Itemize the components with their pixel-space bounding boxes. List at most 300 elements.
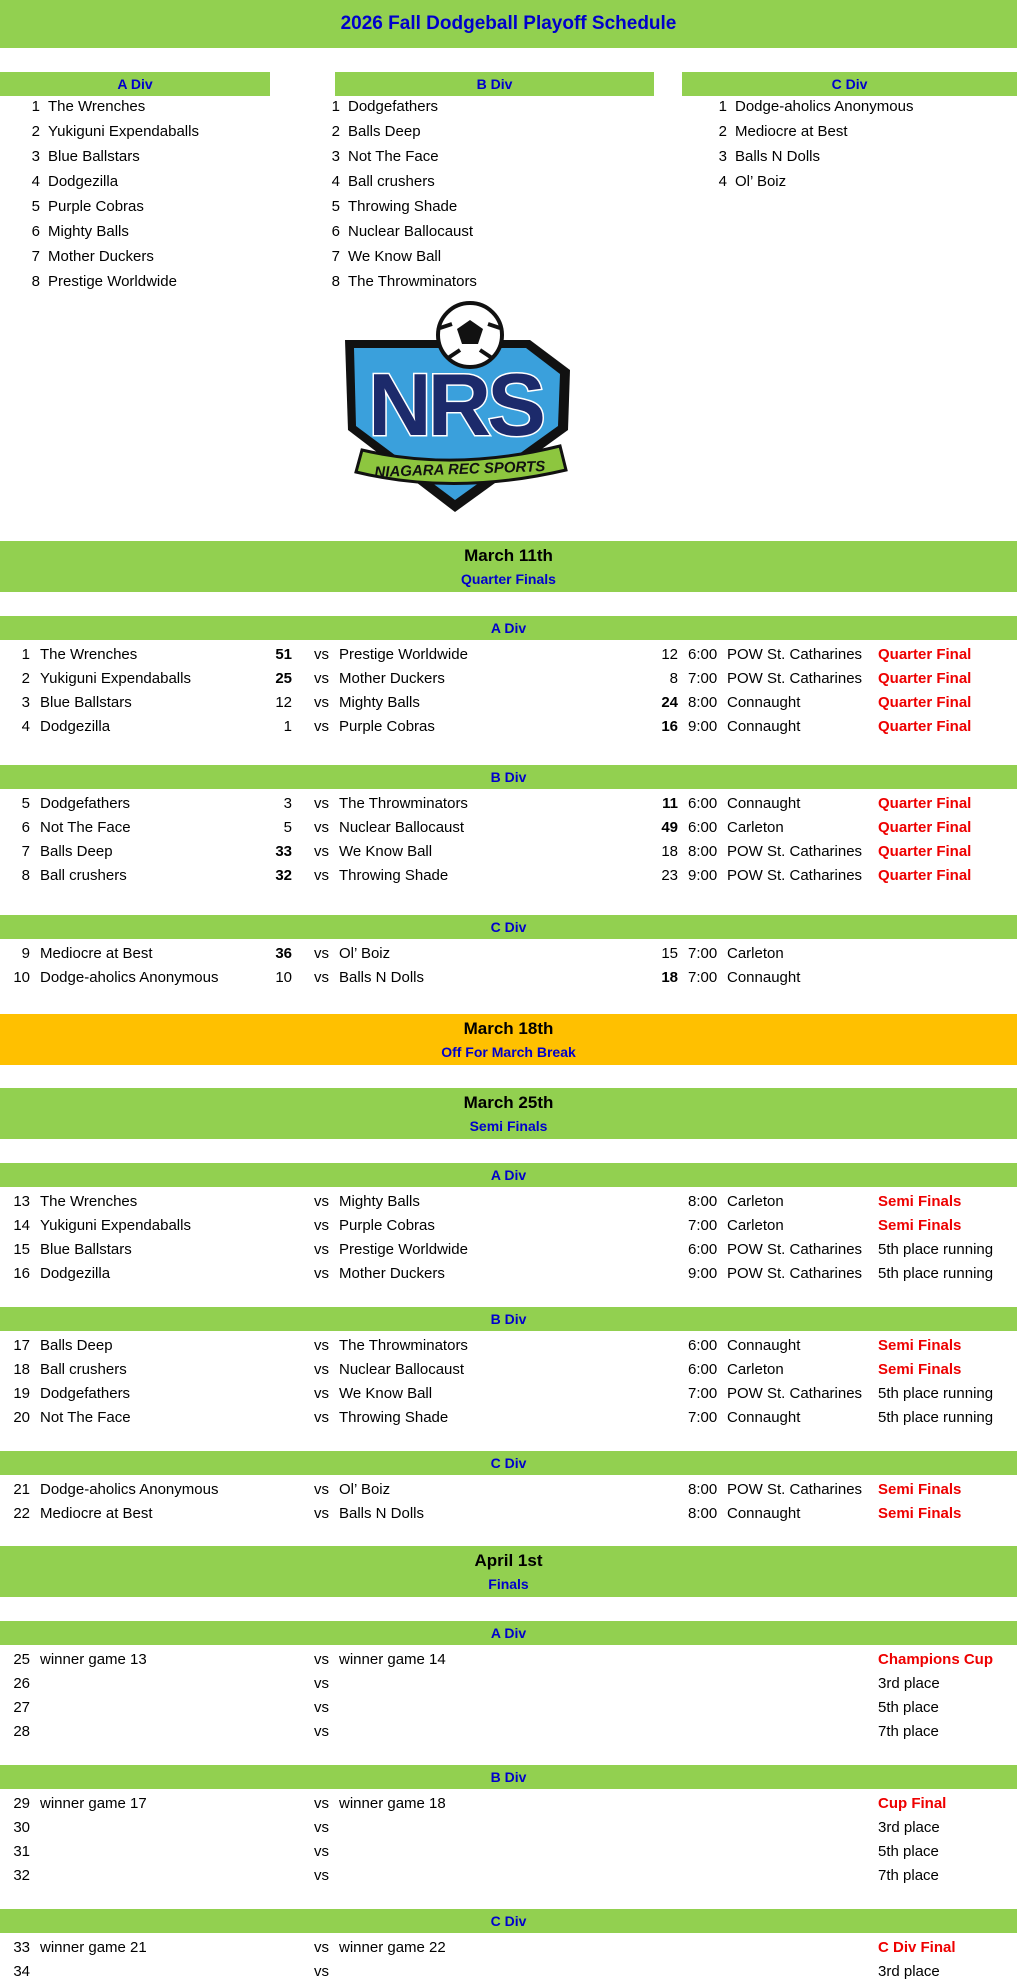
game-note: Semi Finals xyxy=(878,1337,962,1354)
game-time: 9:00 xyxy=(688,867,718,884)
game-location: POW St. Catharines xyxy=(727,843,863,860)
game-number: 8 xyxy=(21,867,30,884)
game-time: 8:00 xyxy=(688,843,718,860)
vs-label: vs xyxy=(314,1675,329,1692)
team-name: The Throwminators xyxy=(348,273,477,290)
game-row xyxy=(0,1816,1017,1840)
team-seed: 3 xyxy=(718,148,727,165)
game-row xyxy=(0,792,1017,816)
game-note: Quarter Final xyxy=(878,795,972,812)
team-name: Prestige Worldwide xyxy=(48,273,177,290)
vs-label: vs xyxy=(314,1193,329,1210)
vs-label: vs xyxy=(314,1481,329,1498)
game-number: 15 xyxy=(13,1241,30,1258)
game-row xyxy=(0,1406,1017,1430)
vs-label: vs xyxy=(314,1939,329,1956)
game-note: 5th place running xyxy=(878,1409,994,1426)
game-note: Quarter Final xyxy=(878,867,972,884)
game-note: Quarter Final xyxy=(878,819,972,836)
team-2: Mother Duckers xyxy=(339,1265,445,1282)
team-1: winner game 21 xyxy=(40,1939,147,1956)
game-time: 8:00 xyxy=(688,1505,718,1522)
team-list-item xyxy=(320,194,457,219)
game-row xyxy=(0,864,1017,888)
game-row xyxy=(0,1478,1017,1502)
score-1: 32 xyxy=(275,867,292,884)
game-row xyxy=(0,1502,1017,1526)
game-note: Quarter Final xyxy=(878,843,972,860)
game-time: 6:00 xyxy=(688,1337,718,1354)
game-number: 30 xyxy=(13,1819,30,1836)
vs-label: vs xyxy=(314,1867,329,1884)
round-subtitle: Finals xyxy=(488,1576,529,1592)
division-bar: C Div xyxy=(0,1451,1017,1475)
game-number: 18 xyxy=(13,1361,30,1378)
team-name: Purple Cobras xyxy=(48,198,144,215)
page-title: 2026 Fall Dodgeball Playoff Schedule xyxy=(340,13,677,34)
team-2: winner game 14 xyxy=(339,1651,446,1668)
team-1: Balls Deep xyxy=(40,843,113,860)
game-note: Champions Cup xyxy=(878,1651,993,1668)
game-location: Carleton xyxy=(727,1217,784,1234)
vs-label: vs xyxy=(314,1699,329,1716)
game-location: Connaught xyxy=(727,969,801,986)
game-note: Quarter Final xyxy=(878,646,972,663)
score-2: 8 xyxy=(669,670,678,687)
vs-label: vs xyxy=(314,1843,329,1860)
nrs-logo xyxy=(330,300,580,515)
team-1: The Wrenches xyxy=(40,646,138,663)
team-list-item xyxy=(20,219,129,244)
team-list-item xyxy=(20,269,177,294)
team-list-item xyxy=(320,169,435,194)
team-2: Purple Cobras xyxy=(339,718,435,735)
team-seed: 6 xyxy=(331,223,340,240)
team-name: Mighty Balls xyxy=(48,223,129,240)
game-time: 9:00 xyxy=(688,718,718,735)
game-location: Connaught xyxy=(727,694,801,711)
vs-label: vs xyxy=(314,646,329,663)
team-name: Mediocre at Best xyxy=(735,123,848,140)
division-header-b: B Div xyxy=(335,72,654,96)
game-note: 5th place running xyxy=(878,1265,994,1282)
game-number: 17 xyxy=(13,1337,30,1354)
team-name: Throwing Shade xyxy=(348,198,458,215)
game-note: Quarter Final xyxy=(878,718,972,735)
game-row xyxy=(0,1672,1017,1696)
game-row xyxy=(0,1382,1017,1406)
score-2: 49 xyxy=(661,819,678,836)
game-number: 1 xyxy=(21,646,30,663)
game-number: 2 xyxy=(21,670,30,687)
team-2: Nuclear Ballocaust xyxy=(339,819,465,836)
team-1: The Wrenches xyxy=(40,1193,138,1210)
team-seed: 7 xyxy=(331,248,340,265)
team-list-item xyxy=(707,169,786,194)
game-number: 19 xyxy=(13,1385,30,1402)
division-bar: B Div xyxy=(0,765,1017,789)
team-list-item xyxy=(20,169,118,194)
game-location: POW St. Catharines xyxy=(727,1241,863,1258)
team-list-item xyxy=(320,144,439,169)
team-1: Ball crushers xyxy=(40,867,127,884)
team-1: Dodge-aholics Anonymous xyxy=(40,1481,219,1498)
game-row xyxy=(0,715,1017,739)
team-list-item xyxy=(320,94,438,119)
game-number: 29 xyxy=(13,1795,30,1812)
score-2: 18 xyxy=(661,843,678,860)
game-note: 3rd place xyxy=(878,1819,940,1836)
game-location: POW St. Catharines xyxy=(727,670,863,687)
game-number: 14 xyxy=(13,1217,30,1234)
team-2: Prestige Worldwide xyxy=(339,1241,468,1258)
game-number: 16 xyxy=(13,1265,30,1282)
game-location: Carleton xyxy=(727,1361,784,1378)
team-2: Balls N Dolls xyxy=(339,1505,425,1522)
game-number: 31 xyxy=(13,1843,30,1860)
game-number: 5 xyxy=(21,795,30,812)
team-1: Yukiguni Expendaballs xyxy=(40,1217,191,1234)
game-row xyxy=(0,1840,1017,1864)
game-location: Carleton xyxy=(727,945,784,962)
game-time: 8:00 xyxy=(688,1193,718,1210)
team-list-item xyxy=(20,244,154,269)
game-note: Quarter Final xyxy=(878,670,972,687)
division-bar: B Div xyxy=(0,1765,1017,1789)
team-2: We Know Ball xyxy=(339,1385,433,1402)
vs-label: vs xyxy=(314,1265,329,1282)
team-2: Balls N Dolls xyxy=(339,969,425,986)
vs-label: vs xyxy=(314,1409,329,1426)
game-number: 32 xyxy=(13,1867,30,1884)
game-time: 6:00 xyxy=(688,1361,718,1378)
vs-label: vs xyxy=(314,1337,329,1354)
team-2: Mother Duckers xyxy=(339,670,445,687)
game-row xyxy=(0,1262,1017,1286)
team-seed: 4 xyxy=(718,173,727,190)
vs-label: vs xyxy=(314,718,329,735)
team-1: Dodge-aholics Anonymous xyxy=(40,969,219,986)
team-1: Dodgezilla xyxy=(40,1265,111,1282)
game-row xyxy=(0,1696,1017,1720)
vs-label: vs xyxy=(314,1361,329,1378)
team-2: The Throwminators xyxy=(339,795,468,812)
game-time: 7:00 xyxy=(688,1385,718,1402)
team-seed: 3 xyxy=(331,148,340,165)
game-number: 13 xyxy=(13,1193,30,1210)
game-time: 7:00 xyxy=(688,1217,718,1234)
game-location: POW St. Catharines xyxy=(727,867,863,884)
game-number: 22 xyxy=(13,1505,30,1522)
game-number: 3 xyxy=(21,694,30,711)
team-list-item xyxy=(20,194,144,219)
vs-label: vs xyxy=(314,1723,329,1740)
game-note: 3rd place xyxy=(878,1675,940,1692)
division-bar: B Div xyxy=(0,1307,1017,1331)
vs-label: vs xyxy=(314,819,329,836)
team-seed: 5 xyxy=(31,198,40,215)
score-1: 12 xyxy=(275,694,292,711)
game-row xyxy=(0,1792,1017,1816)
team-name: Blue Ballstars xyxy=(48,148,140,165)
game-note: Semi Finals xyxy=(878,1217,962,1234)
game-row xyxy=(0,691,1017,715)
team-2: Ol’ Boiz xyxy=(339,945,391,962)
team-seed: 2 xyxy=(31,123,40,140)
game-note: C Div Final xyxy=(878,1939,956,1956)
game-number: 27 xyxy=(13,1699,30,1716)
score-2: 11 xyxy=(662,795,678,812)
vs-label: vs xyxy=(314,670,329,687)
game-row xyxy=(0,643,1017,667)
team-1: Yukiguni Expendaballs xyxy=(40,670,191,687)
score-1: 51 xyxy=(275,646,292,663)
division-bar: C Div xyxy=(0,1909,1017,1933)
team-list-item xyxy=(20,144,140,169)
round-date: March 18th xyxy=(463,1019,554,1038)
score-2: 23 xyxy=(661,867,678,884)
team-2: Throwing Shade xyxy=(339,867,449,884)
team-name: Mother Duckers xyxy=(48,248,154,265)
team-name: Dodgezilla xyxy=(48,173,119,190)
team-seed: 3 xyxy=(31,148,40,165)
team-1: winner game 17 xyxy=(40,1795,147,1812)
team-list-item xyxy=(320,119,421,144)
game-note: Cup Final xyxy=(878,1795,947,1812)
game-number: 34 xyxy=(13,1963,30,1980)
score-1: 3 xyxy=(283,795,292,812)
team-name: Yukiguni Expendaballs xyxy=(48,123,199,140)
team-2: The Throwminators xyxy=(339,1337,468,1354)
game-number: 21 xyxy=(13,1481,30,1498)
team-name: Ol’ Boiz xyxy=(735,173,787,190)
team-seed: 4 xyxy=(331,173,340,190)
game-time: 8:00 xyxy=(688,1481,718,1498)
team-name: We Know Ball xyxy=(348,248,442,265)
score-1: 10 xyxy=(275,969,292,986)
vs-label: vs xyxy=(314,1241,329,1258)
score-1: 25 xyxy=(275,670,292,687)
game-number: 20 xyxy=(13,1409,30,1426)
team-list-item xyxy=(20,119,199,144)
score-2: 16 xyxy=(661,718,678,735)
team-2: Throwing Shade xyxy=(339,1409,449,1426)
game-time: 6:00 xyxy=(688,819,718,836)
round-date: March 25th xyxy=(463,1093,554,1112)
score-1: 33 xyxy=(275,843,292,860)
game-time: 7:00 xyxy=(688,945,718,962)
score-2: 12 xyxy=(661,646,678,663)
game-number: 6 xyxy=(21,819,30,836)
game-number: 9 xyxy=(21,945,30,962)
game-note: 7th place xyxy=(878,1867,939,1884)
game-row xyxy=(0,1960,1017,1984)
game-row xyxy=(0,1238,1017,1262)
team-1: Not The Face xyxy=(40,1409,131,1426)
team-list-item xyxy=(320,244,441,269)
game-note: Quarter Final xyxy=(878,694,972,711)
team-list-item xyxy=(707,94,913,119)
game-row xyxy=(0,1864,1017,1888)
game-number: 7 xyxy=(21,843,30,860)
game-location: Carleton xyxy=(727,1193,784,1210)
vs-label: vs xyxy=(314,969,329,986)
vs-label: vs xyxy=(314,867,329,884)
game-number: 4 xyxy=(21,718,30,735)
game-number: 33 xyxy=(13,1939,30,1956)
team-list-item xyxy=(707,119,848,144)
team-2: winner game 22 xyxy=(339,1939,446,1956)
score-2: 15 xyxy=(661,945,678,962)
game-row xyxy=(0,942,1017,966)
vs-label: vs xyxy=(314,1963,329,1980)
game-note: 5th place xyxy=(878,1699,939,1716)
team-1: winner game 13 xyxy=(40,1651,147,1668)
vs-label: vs xyxy=(314,1505,329,1522)
round-subtitle: Quarter Finals xyxy=(461,571,556,587)
team-2: winner game 18 xyxy=(339,1795,446,1812)
vs-label: vs xyxy=(314,1651,329,1668)
team-name: Balls Deep xyxy=(348,123,421,140)
team-1: Blue Ballstars xyxy=(40,694,132,711)
game-location: Carleton xyxy=(727,819,784,836)
score-2: 24 xyxy=(661,694,678,711)
team-1: Dodgefathers xyxy=(40,1385,131,1402)
game-time: 6:00 xyxy=(688,1241,718,1258)
team-seed: 4 xyxy=(31,173,40,190)
game-row xyxy=(0,1720,1017,1744)
round-date: March 11th xyxy=(464,546,553,565)
game-number: 26 xyxy=(13,1675,30,1692)
team-seed: 1 xyxy=(331,98,340,115)
team-name: Dodge-aholics Anonymous xyxy=(735,98,914,115)
team-2: Mighty Balls xyxy=(339,694,420,711)
game-location: Connaught xyxy=(727,795,801,812)
team-2: Nuclear Ballocaust xyxy=(339,1361,465,1378)
game-row xyxy=(0,966,1017,990)
vs-label: vs xyxy=(314,1819,329,1836)
round-subtitle: Semi Finals xyxy=(469,1118,548,1134)
team-seed: 1 xyxy=(718,98,727,115)
team-1: Mediocre at Best xyxy=(40,945,153,962)
team-2: Purple Cobras xyxy=(339,1217,435,1234)
team-list-item xyxy=(707,144,820,169)
division-header-a: A Div xyxy=(0,72,270,96)
team-seed: 7 xyxy=(31,248,40,265)
vs-label: vs xyxy=(314,945,329,962)
team-2: Mighty Balls xyxy=(339,1193,420,1210)
game-row xyxy=(0,1334,1017,1358)
team-2: Ol’ Boiz xyxy=(339,1481,391,1498)
vs-label: vs xyxy=(314,1795,329,1812)
game-note: Semi Finals xyxy=(878,1481,962,1498)
team-seed: 2 xyxy=(331,123,340,140)
game-note: 5th place running xyxy=(878,1241,994,1258)
game-location: POW St. Catharines xyxy=(727,1265,863,1282)
game-row xyxy=(0,816,1017,840)
team-1: Not The Face xyxy=(40,819,131,836)
team-name: Dodgefathers xyxy=(348,98,439,115)
game-location: Connaught xyxy=(727,718,801,735)
team-1: Dodgezilla xyxy=(40,718,111,735)
round-subtitle: Off For March Break xyxy=(441,1044,576,1060)
team-list-item xyxy=(320,219,473,244)
game-row xyxy=(0,1190,1017,1214)
game-time: 7:00 xyxy=(688,670,718,687)
team-list-item xyxy=(20,94,145,119)
score-2: 18 xyxy=(661,969,678,986)
team-1: Dodgefathers xyxy=(40,795,131,812)
game-location: POW St. Catharines xyxy=(727,646,863,663)
game-number: 25 xyxy=(13,1651,30,1668)
nrs-logo-graphic xyxy=(330,300,580,515)
division-bar: A Div xyxy=(0,616,1017,640)
score-1: 5 xyxy=(283,819,292,836)
team-seed: 6 xyxy=(31,223,40,240)
vs-label: vs xyxy=(314,694,329,711)
score-1: 1 xyxy=(283,718,292,735)
game-location: POW St. Catharines xyxy=(727,1481,863,1498)
round-date: April 1st xyxy=(474,1551,543,1570)
game-time: 6:00 xyxy=(688,646,718,663)
team-1: Blue Ballstars xyxy=(40,1241,132,1258)
team-seed: 5 xyxy=(331,198,340,215)
game-row xyxy=(0,1648,1017,1672)
division-bar: A Div xyxy=(0,1163,1017,1187)
team-1: Mediocre at Best xyxy=(40,1505,153,1522)
game-note: 5th place xyxy=(878,1843,939,1860)
game-time: 7:00 xyxy=(688,1409,718,1426)
logo-letters: NRS xyxy=(368,355,542,454)
team-seed: 2 xyxy=(718,123,727,140)
team-seed: 8 xyxy=(31,273,40,290)
game-location: Connaught xyxy=(727,1337,801,1354)
game-note: 7th place xyxy=(878,1723,939,1740)
team-seed: 1 xyxy=(31,98,40,115)
game-number: 28 xyxy=(13,1723,30,1740)
vs-label: vs xyxy=(314,1385,329,1402)
game-row xyxy=(0,1358,1017,1382)
team-name: Not The Face xyxy=(348,148,439,165)
team-name: The Wrenches xyxy=(48,98,146,115)
game-row xyxy=(0,1936,1017,1960)
division-bar: C Div xyxy=(0,915,1017,939)
game-note: 5th place running xyxy=(878,1385,994,1402)
game-time: 9:00 xyxy=(688,1265,718,1282)
vs-label: vs xyxy=(314,843,329,860)
team-seed: 8 xyxy=(331,273,340,290)
game-time: 6:00 xyxy=(688,795,718,812)
team-name: Nuclear Ballocaust xyxy=(348,223,474,240)
game-row xyxy=(0,840,1017,864)
team-list-item xyxy=(320,269,477,294)
team-1: Ball crushers xyxy=(40,1361,127,1378)
team-name: Balls N Dolls xyxy=(735,148,821,165)
game-number: 10 xyxy=(13,969,30,986)
division-bar: A Div xyxy=(0,1621,1017,1645)
score-1: 36 xyxy=(275,945,292,962)
team-1: Balls Deep xyxy=(40,1337,113,1354)
game-note: Semi Finals xyxy=(878,1505,962,1522)
game-location: POW St. Catharines xyxy=(727,1385,863,1402)
game-note: Semi Finals xyxy=(878,1361,962,1378)
game-location: Connaught xyxy=(727,1409,801,1426)
team-2: We Know Ball xyxy=(339,843,433,860)
logo-banner-text: NIAGARA REC SPORTS xyxy=(374,458,546,481)
game-note: 3rd place xyxy=(878,1963,940,1980)
game-location: Connaught xyxy=(727,1505,801,1522)
vs-label: vs xyxy=(314,1217,329,1234)
